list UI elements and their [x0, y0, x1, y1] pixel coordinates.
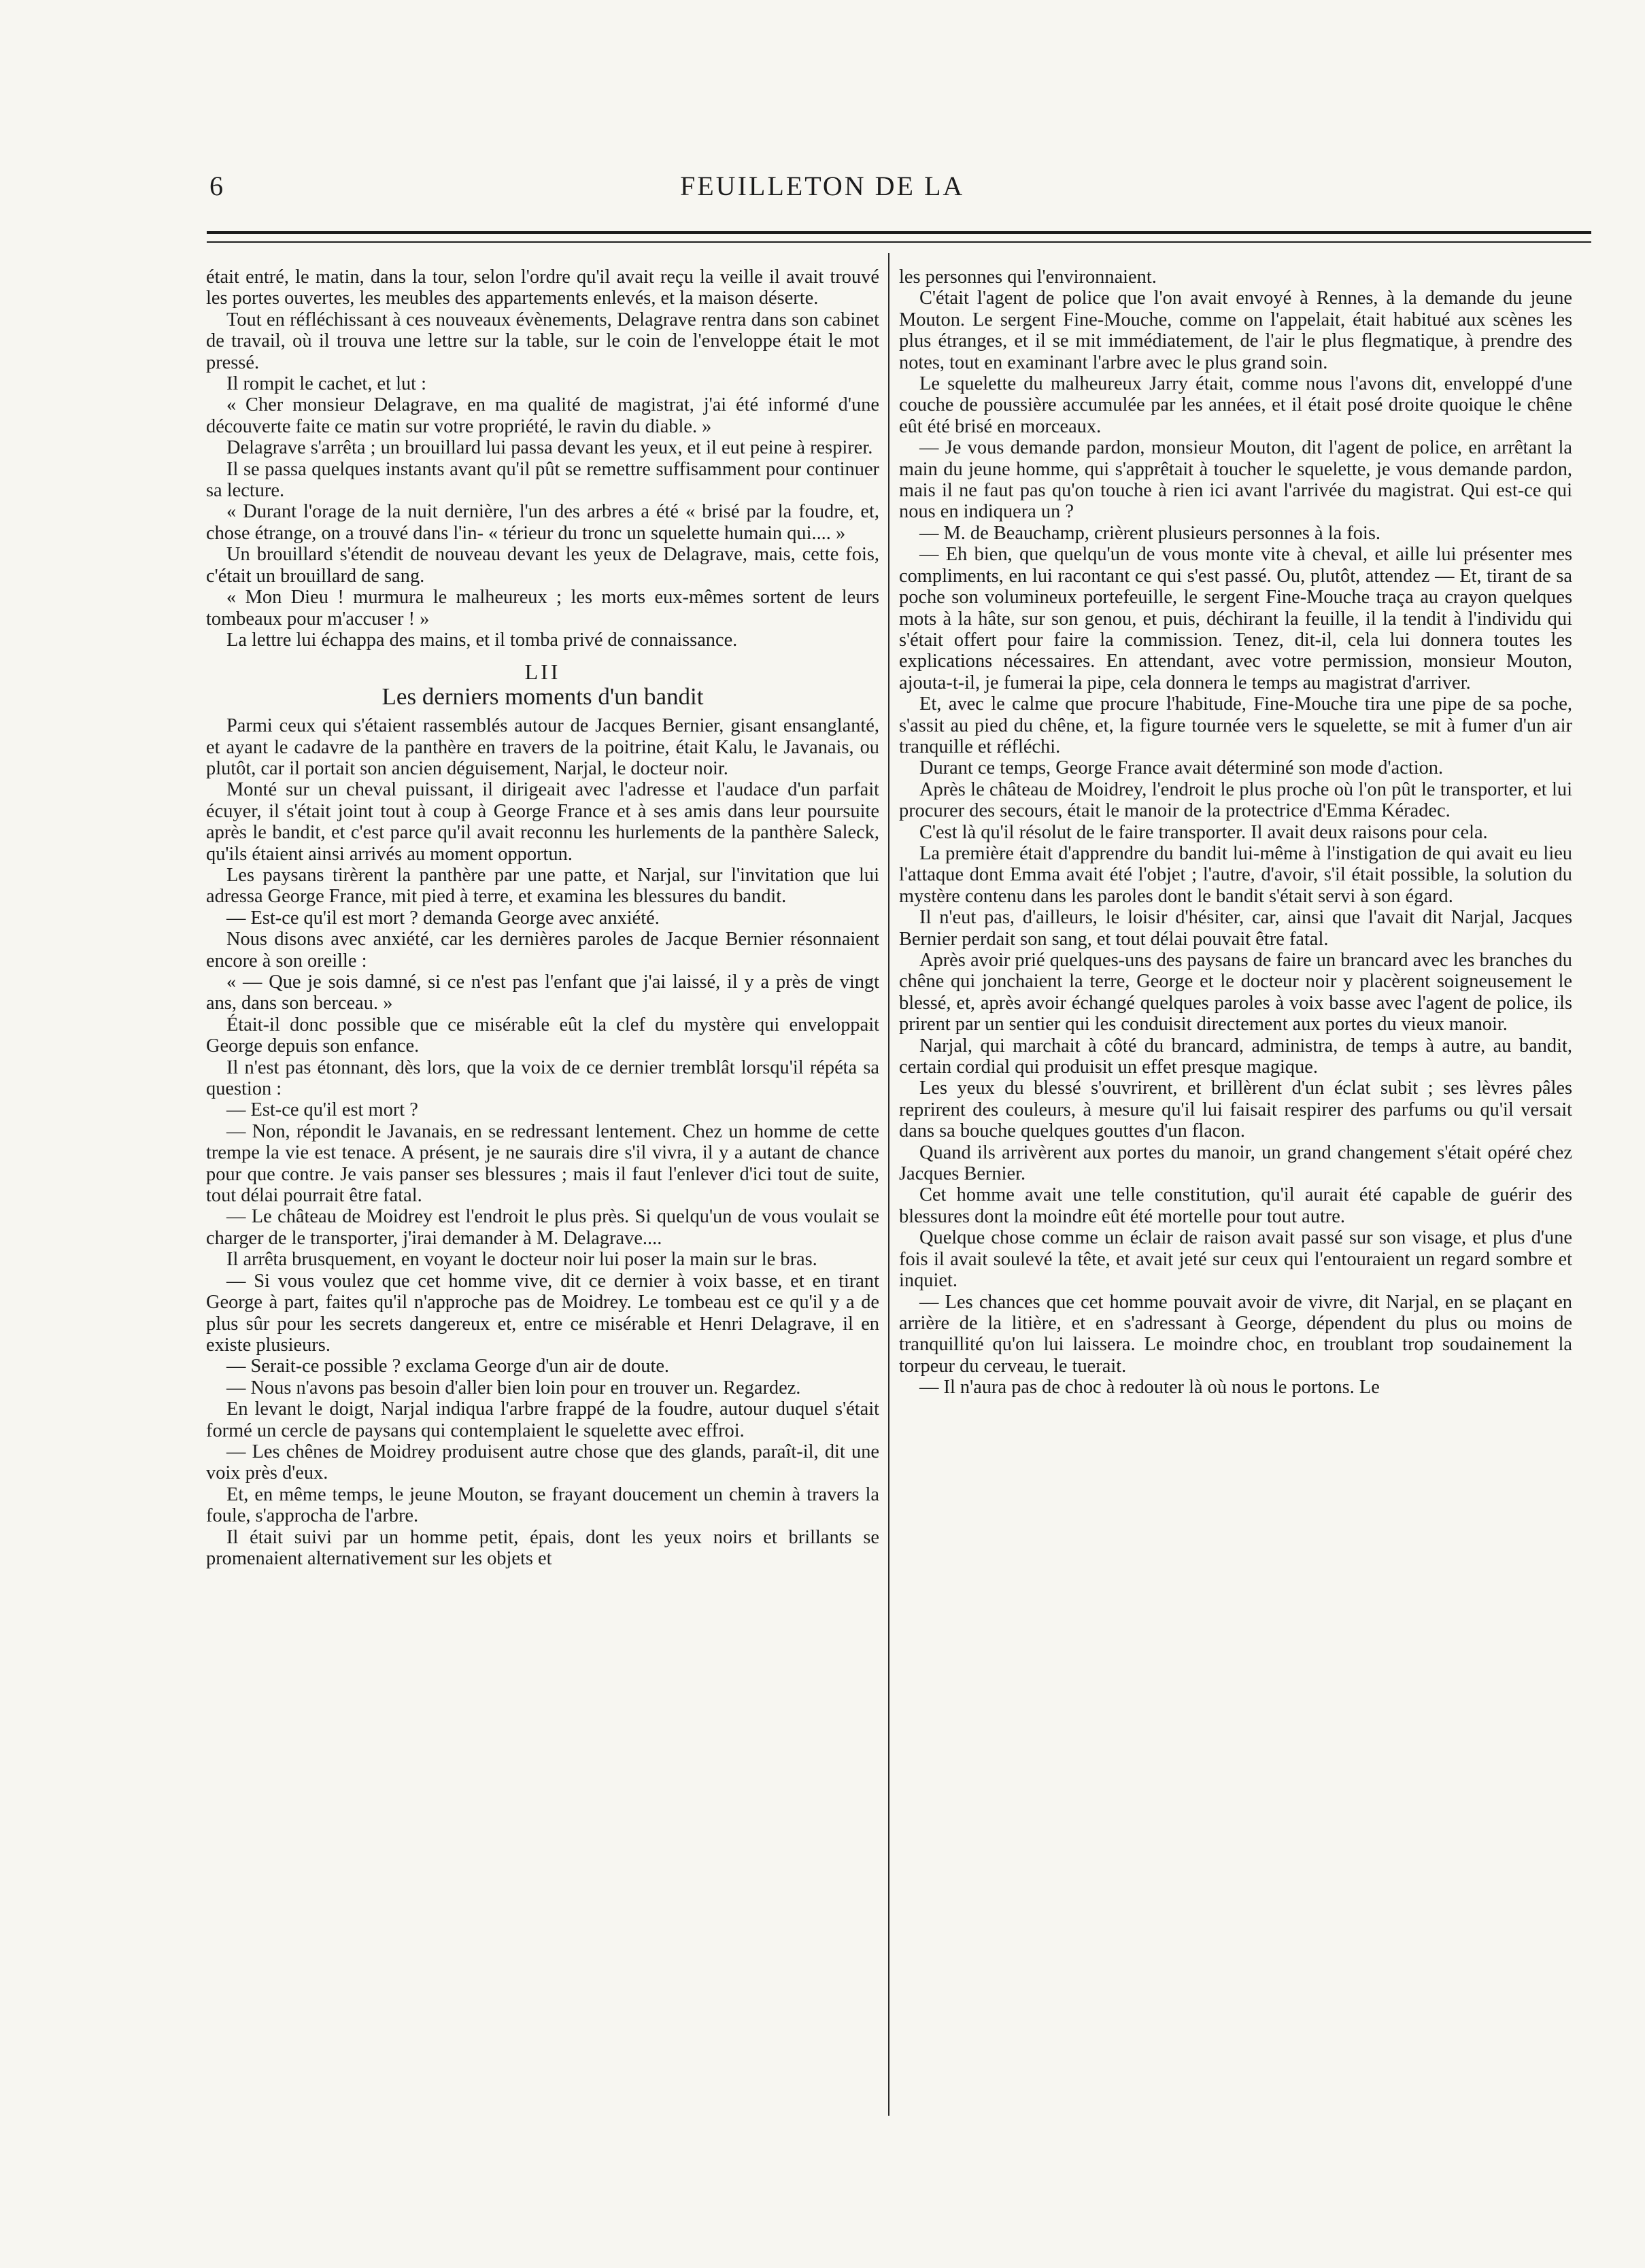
paragraph: — Est-ce qu'il est mort ? [226, 1099, 418, 1121]
paragraph: était entré, le matin, dans la tour, selon l'ordre qu'il avait reçu la veille il avait trouvé les portes ouvertes, les meubles des appartements enlevés, et la maison déserte. [206, 267, 879, 309]
paragraph: Il n'eut pas, d'ailleurs, le loisir d'hésiter, car, ainsi que l'avait dit Narjal, Jacques Bernier perdait son sang, et tout délai pouvait être fatal. [899, 907, 1572, 950]
chapter-number: LII [524, 659, 561, 685]
paragraph: — Le château de Moidrey est l'endroit le plus près. Si quelqu'un de vous voulait se charger de le transporter, j'irai demander à M. Delagrave.... [206, 1206, 879, 1249]
paragraph: Tout en réfléchissant à ces nouveaux évènements, Delagrave rentra dans son cabinet de travail, où il trouva une lettre sur la table, sur le coin de l'enveloppe était le mot pressé. [206, 309, 879, 373]
paragraph: — M. de Beauchamp, crièrent plusieurs personnes à la fois. [919, 522, 1381, 544]
paragraph: Les yeux du blessé s'ouvrirent, et brillèrent d'un éclat subit ; ses lèvres pâles reprirent des couleurs, à mesure qu'il lui faisait respirer des parfums ou qu'il versait dans sa bouche quelques gouttes d'un flacon. [899, 1078, 1572, 1142]
paragraph: Le squelette du malheureux Jarry était, comme nous l'avons dit, enveloppé d'une couche de poussière accumulée par les années, et il était posé droite quoique le chêne eût été brisé en morceaux. [899, 373, 1572, 437]
paragraph: C'était l'agent de police que l'on avait envoyé à Rennes, à la demande du jeune Mouton. Le sergent Fine-Mouche, comme on l'appelait, était habitué aux scènes les plus étranges, et il se mit immédiatement, de l'air le plus flegmatique, à prendre des notes, tout en examinant l'arbre avec le plus grand soin. [899, 288, 1572, 373]
right-column [899, 267, 1572, 2143]
paragraph: — Nous n'avons pas besoin d'aller bien loin pour en trouver un. Regardez. [226, 1377, 801, 1398]
paragraph: « — Que je sois damné, si ce n'est pas l'enfant que j'ai laissé, il y a près de vingt ans, dans son berceau. » [206, 972, 879, 1014]
paragraph: — Non, répondit le Javanais, en se redressant lentement. Chez un homme de cette trempe la vie est tenace. A présent, je ne saurais dire s'il vivra, il y a autant de chance pour que contre. Je vais panser ses blessures ; mais il faut l'enlever d'ici tout de suite, tout délai pourrait être fatal. [206, 1120, 879, 1207]
chapter-title: Les derniers moments d'un bandit [381, 683, 704, 710]
paragraph: Après avoir prié quelques-uns des paysans de faire un brancard avec les branches du chêne qui jonchaient la terre, George et le docteur noir y placèrent soigneusement le blessé, et, après avoir échangé quelques paroles à voix basse avec l'agent de police, ils prirent par un sentier qui les conduisit directement aux portes du vieux manoir. [899, 950, 1572, 1035]
header-rule-thin [207, 241, 1591, 243]
paragraph: Il n'est pas étonnant, dès lors, que la voix de ce dernier tremblât lorsqu'il répéta sa question : [206, 1056, 879, 1100]
paragraph: Un brouillard s'étendit de nouveau devant les yeux de Delagrave, mais, cette fois, c'était un brouillard de sang. [206, 544, 879, 587]
paragraph: Delagrave s'arrêta ; un brouillard lui passa devant les yeux, et il eut peine à respirer. [226, 437, 873, 459]
header-rule-thick [207, 231, 1591, 234]
running-title: FEUILLETON DE LA [680, 171, 965, 201]
paragraph: Cet homme avait une telle constitution, qu'il aurait été capable de guérir des blessures dont la moindre eût été mortelle pour tout autre. [899, 1184, 1572, 1227]
left-column [206, 267, 879, 2143]
paragraph: Et, avec le calme que procure l'habitude, Fine-Mouche tira une pipe de sa poche, s'assit au pied du chêne, et, la figure tournée vers le squelette, se mit à fumer d'un air tranquille et réfléchi. [899, 693, 1572, 757]
paragraph: Durant ce temps, George France avait déterminé son mode d'action. [919, 757, 1444, 779]
paragraph: Monté sur un cheval puissant, il dirigeait avec l'adresse et l'audace d'un parfait écuyer, il s'était joint tout à coup à George France et à ses amis dans leur poursuite après le bandit, et c'est parce qu'il avait reconnu les hurlements de la panthère Saleck, qu'ils étaient ainsi arrivés au moment opportun. [206, 779, 879, 865]
paragraph: Narjal, qui marchait à côté du brancard, administra, de temps à autre, au bandit, certain cordial qui produisit un effet presque magique. [899, 1035, 1572, 1078]
paragraph: — Les chances que cet homme pouvait avoir de vivre, dit Narjal, en se plaçant en arrière de la litière, et en s'adressant à George, dépendent du plus ou moins de tranquillité qu'on lui laissera. Le moindre choc, en troublant trop soudainement la torpeur du cerveau, le tuerait. [899, 1291, 1572, 1377]
paragraph: « Mon Dieu ! murmura le malheureux ; les morts eux-mêmes sortent de leurs tombeaux pour m'accuser ! » [206, 587, 879, 630]
paragraph: La lettre lui échappa des mains, et il tomba privé de connaissance. [226, 629, 738, 651]
paragraph: La première était d'apprendre du bandit lui-même à l'instigation de qui avait eu lieu l'attaque dont Emma avait été l'objet ; l'autre, d'avoir, s'il était possible, la solution du mystère contenu dans les paroles dont le bandit s'était servi à son égard. [899, 842, 1572, 907]
paragraph: — Eh bien, que quelqu'un de vous monte vite à cheval, et aille lui présenter mes compliments, en lui racontant ce qui s'est passé. Ou, plutôt, attendez — Et, tirant de sa poche son volumineux portefeuille, le sergent Fine-Mouche traça au crayon quelques mots à la hâte, sur son genou, et puis, déchirant la feuille, il la tendit à l'individu qui s'était offert pour faire la commission. Tenez, dit-il, cela lui donnera toutes les explications nécessaires. En attendant, avec votre permission, monsieur Mouton, ajouta-t-il, je fumerai la pipe, cela donnera le temps au magistrat d'arriver. [899, 544, 1572, 693]
paragraph: Les paysans tirèrent la panthère par une patte, et Narjal, sur l'invitation que lui adressa George France, mit pied à terre, et examina les blessures du bandit. [206, 864, 879, 908]
paragraph: Il se passa quelques instants avant qu'il pût se remettre suffisamment pour continuer sa lecture. [206, 458, 879, 502]
paragraph: Il arrêta brusquement, en voyant le docteur noir lui poser la main sur le bras. [226, 1249, 817, 1271]
column-divider [888, 253, 889, 2116]
paragraph: Et, en même temps, le jeune Mouton, se frayant doucement un chemin à travers la foule, s'approcha de l'arbre. [206, 1483, 879, 1527]
paragraph: « Durant l'orage de la nuit dernière, l'un des arbres a été « brisé par la foudre, et, chose étrange, on a trouvé dans l'in- « térieur du tronc un squelette humain qui.... » [206, 501, 879, 544]
page-number: 6 [209, 171, 223, 201]
paragraph: — Les chênes de Moidrey produisent autre chose que des glands, paraît-il, dit une voix près d'eux. [206, 1441, 879, 1484]
paragraph: — Je vous demande pardon, monsieur Mouton, dit l'agent de police, en arrêtant la main du jeune homme, qui s'apprêtait à toucher le squelette, je vous demande pardon, mais il ne faut pas qu'on touche à rien ici avant l'arrivée du magistrat. Qui est-ce qui nous en indiquera un ? [899, 437, 1572, 523]
paragraph: Nous disons avec anxiété, car les dernières paroles de Jacque Bernier résonnaient encore à son oreille : [206, 929, 879, 972]
paragraph: Était-il donc possible que ce misérable eût la clef du mystère qui enveloppait George depuis son enfance. [206, 1014, 879, 1057]
paragraph: Parmi ceux qui s'étaient rassemblés autour de Jacques Bernier, gisant ensanglanté, et ayant le cadavre de la panthère en travers de la poitrine, était Kalu, le Javanais, ou plutôt, car il portait son ancien déguisement, Narjal, le docteur noir. [206, 715, 879, 779]
paragraph: Il rompit le cachet, et lut : [226, 373, 427, 395]
paragraph: Après le château de Moidrey, l'endroit le plus proche où l'on pût le transporter, et lui procurer des secours, était le manoir de la protectrice d'Emma Kéradec. [899, 778, 1572, 822]
paragraph: Quand ils arrivèrent aux portes du manoir, un grand changement s'était opéré chez Jacques Bernier. [899, 1141, 1572, 1185]
paragraph: — Il n'aura pas de choc à redouter là où nous le portons. Le [919, 1377, 1380, 1398]
paragraph: — Serait-ce possible ? exclama George d'un air de doute. [226, 1356, 670, 1377]
paragraph: Quelque chose comme un éclair de raison avait passé sur son visage, et plus d'une fois il avait soulevé la tête, et avait jeté sur ceux qui l'entouraient un regard sombre et inquiet. [899, 1227, 1572, 1292]
paragraph: Il était suivi par un homme petit, épais, dont les yeux noirs et brillants se promenaient alternativement sur les objets et [206, 1526, 879, 1569]
paragraph: les personnes qui l'environnaient. [899, 267, 1157, 288]
paragraph: C'est là qu'il résolut de le faire transporter. Il avait deux raisons pour cela. [919, 821, 1488, 843]
paragraph: En levant le doigt, Narjal indiqua l'arbre frappé de la foudre, autour duquel s'était formé un cercle de paysans qui contemplaient le squelette avec effroi. [206, 1398, 879, 1441]
paragraph: — Est-ce qu'il est mort ? demanda George avec anxiété. [226, 907, 660, 929]
paragraph: — Si vous voulez que cet homme vive, dit ce dernier à voix basse, et en tirant George à part, faites qu'il n'approche pas de Moidrey. Le tombeau est ce qu'il y a de plus sûr pour les secrets dangereux et, entre ce misérable et Henri Delagrave, il en existe plusieurs. [206, 1270, 879, 1356]
paragraph: « Cher monsieur Delagrave, en ma qualité de magistrat, j'ai été informé d'une découverte faite ce matin sur votre propriété, le ravin du diable. » [206, 394, 879, 437]
